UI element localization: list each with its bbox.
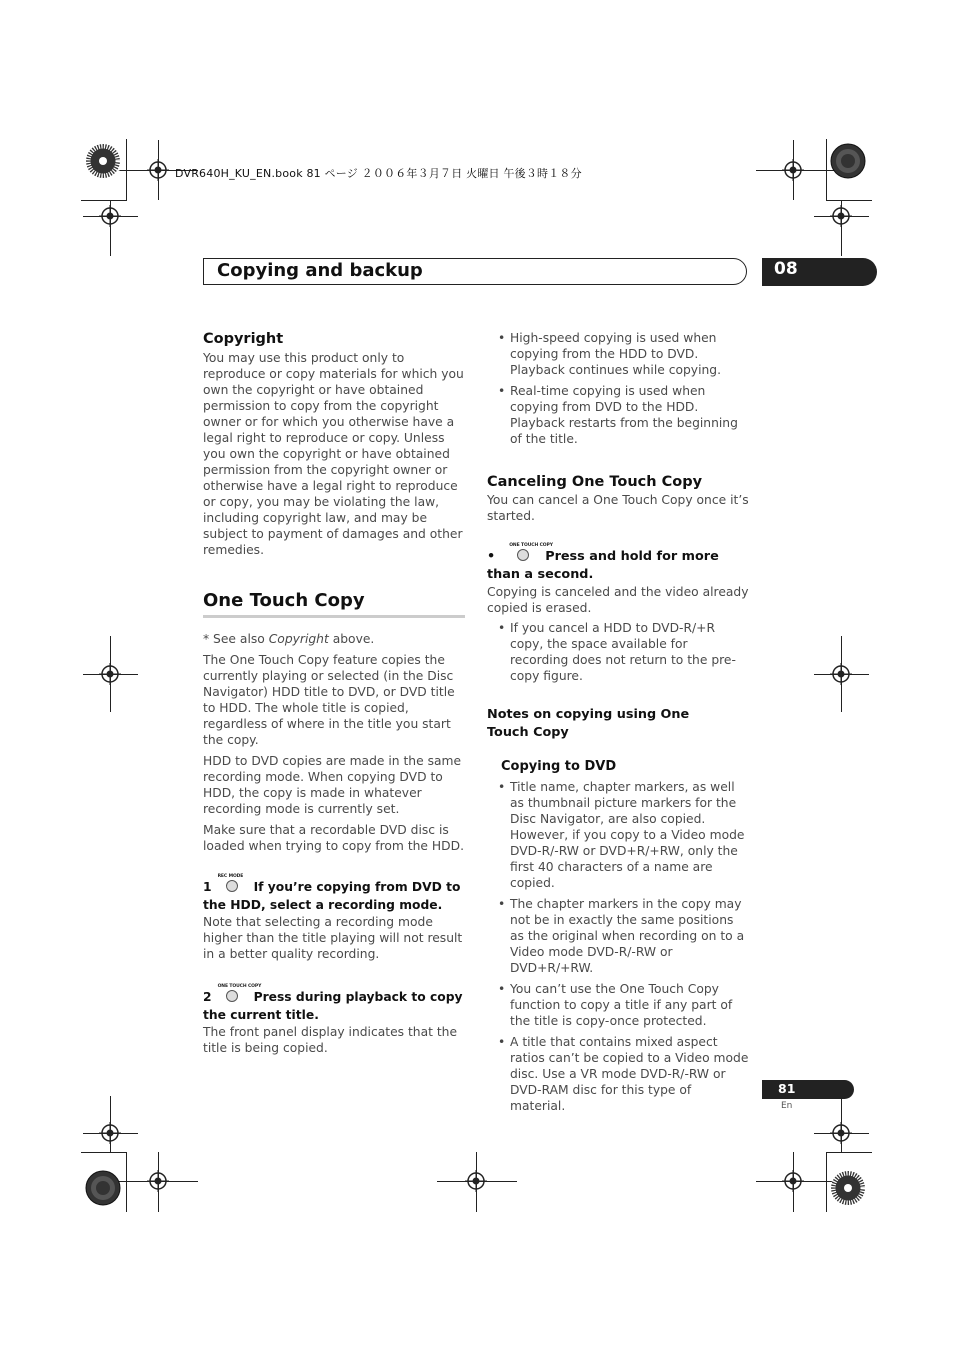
otc-paragraph-2: HDD to DVD copies are made in the same recording mode. When copying DVD to HDD, the copy is made in whatever recording mode is currently set. [203,754,462,816]
list-item: • If you cancel a HDD to DVD-R/+R copy, the space available for recording does not return to the pre-copy figure. [487,620,749,684]
bullet-mark: • [487,549,496,564]
dvd-notes-list [487,779,749,1114]
starburst-mark-icon [830,143,866,179]
otc-paragraph-1: The One Touch Copy feature copies the currently playing or selected (in the Disc Navigator) HDD title to DVD, or DVD title to HDD. The whole title is copied, regardless of where in the title you start the copy. [203,653,455,747]
section-rule [203,615,465,618]
see-also-link-text: Copyright [268,632,329,646]
copy-speed-list [487,330,749,447]
cancel-step-text: Press and hold for more than a second. [487,549,719,582]
list-item: • A title that contains mixed aspect ratios can’t be copied to a Video mode disc. Use a VR mode DVD-R/-RW or DVD-RAM disc for this type of material. [487,1034,749,1114]
right-column [487,330,749,1119]
list-item: • You can’t use the One Touch Copy function to copy a title if any part of the title is copy-once protected. [487,981,749,1029]
crop-mark [81,1152,127,1153]
cancel-list [487,620,749,684]
starburst-mark-icon [85,143,121,179]
step-text: If you’re copying from DVD to the HDD, select a recording mode. [203,880,461,912]
step-1 [203,874,465,914]
copyright-heading: Copyright [203,331,284,347]
starburst-mark-icon [85,1170,121,1206]
crop-mark [826,200,872,201]
button-caption: ONE TOUCH COPY [217,984,262,989]
registration-target-icon [782,159,804,181]
one-touch-copy-button-icon [217,984,262,1004]
registration-target-icon [830,205,852,227]
button-caption: ONE TOUCH COPY [509,543,553,548]
chapter-number: 08 [762,258,877,286]
button-caption: REC MODE [217,874,244,879]
crop-mark [826,1152,872,1153]
file-header: DVR640H_KU_EN.book 81 ページ ２００６年３月７日 火曜日 午後３時１８分 [175,167,582,180]
step-text: Press during playback to copy the current title. [203,990,463,1022]
otc-paragraph-3: Make sure that a recordable DVD disc is loaded when trying to copy from the HDD. [203,823,464,853]
registration-target-icon [782,1170,804,1192]
rec-mode-button-icon [217,874,244,894]
registration-target-icon [99,663,121,685]
step-1-note: Note that selecting a recording mode higher than the title playing will not result in a better quality recording. [203,915,463,961]
starburst-mark-icon [830,1170,866,1206]
list-item: • High-speed copying is used when copying from the HDD to DVD. Playback continues while copying. [487,330,749,378]
one-touch-copy-heading: One Touch Copy [203,590,365,611]
list-item: • Title name, chapter markers, as well as thumbnail picture markers for the Disc Navigator, are also copied. However, if you copy to a Video mode DVD-R/-RW or DVD+R/+RW, only the first 40 characters of a name are copied. [487,779,749,891]
crop-mark [826,1152,827,1212]
step-2 [203,984,465,1024]
step-number: 2 [203,990,212,1004]
registration-target-icon [99,205,121,227]
registration-target-icon [147,159,169,181]
cancel-note: Copying is canceled and the video already copied is erased. [487,585,749,615]
crop-mark [126,1152,127,1212]
page-number: 81 [762,1080,854,1099]
see-also-suffix: above. [328,632,375,646]
step-2-note: The front panel display indicates that the title is being copied. [203,1025,458,1055]
step-number: 1 [203,880,212,894]
registration-target-icon [830,1122,852,1144]
cancel-body: You can cancel a One Touch Copy once it’s started. [487,493,749,523]
see-also-prefix: * See also [203,632,269,646]
see-also-note [203,631,465,647]
cancel-step [487,543,749,584]
registration-target-icon [99,1122,121,1144]
left-column [203,330,465,1056]
cancel-heading: Canceling One Touch Copy [487,474,703,490]
list-item: • Real-time copying is used when copying from DVD to the HDD. Playback restarts from the beginning of the title. [487,383,749,447]
copying-to-dvd-heading: Copying to DVD [501,759,617,774]
notes-heading: Notes on copying using One Touch Copy [487,707,690,740]
crop-mark [81,200,127,201]
chapter-title: Copying and backup [217,260,423,281]
registration-target-icon [465,1170,487,1192]
one-touch-copy-button-icon [509,543,553,563]
copyright-body: You may use this product only to reproduce or copy materials for which you own the copyright or have obtained permission to copy from the copyright owner or for which you otherwise have a legal right to reproduce or copy. Unless you own the copyright or have obtained permission from the copyright owner or otherwise have a legal right to reproduce or copy, you may be violating the law, including copyright law, and may be subject to payment of damages and other remedies. [203,351,464,557]
registration-target-icon [830,663,852,685]
list-item: • The chapter markers in the copy may not be in exactly the same positions as the original when recording on to a Video mode DVD-R/-RW or DVD+R/+RW. [487,896,749,976]
registration-target-icon [147,1170,169,1192]
language-code: En [781,1101,793,1111]
